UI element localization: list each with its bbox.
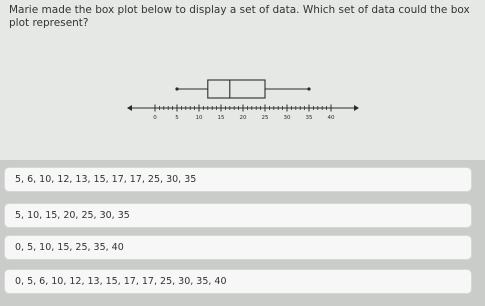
answer-option-2[interactable] [4,203,472,228]
tick-label: 5 [175,115,179,121]
maximum-point [307,87,310,90]
tick-label: 35 [305,115,313,121]
minimum-point [175,87,178,90]
interquartile-box [208,80,265,98]
tick-label: 0 [153,115,157,121]
box-plot [175,80,310,98]
answer-choices [0,162,485,306]
answer-option-1[interactable] [4,167,472,192]
right-arrow-icon [354,105,359,111]
question-text: Marie made the box plot below to display a set of data. Which set of data could the box plot represent? [9,4,470,29]
answer-option-2-label: 5, 10, 15, 20, 25, 30, 35 [15,210,130,221]
answer-option-4-label: 0, 5, 6, 10, 12, 13, 15, 17, 17, 25, 30, 35, 40 [15,276,227,287]
answer-option-4[interactable] [4,269,472,294]
tick-label: 40 [327,115,335,121]
tick-label: 30 [283,115,291,121]
answer-option-3[interactable] [4,235,472,260]
tick-label: 15 [217,115,225,121]
number-line [127,105,359,122]
answer-option-1-label: 5, 6, 10, 12, 13, 15, 17, 17, 25, 30, 35 [15,174,197,185]
answer-option-3-label: 0, 5, 10, 15, 25, 35, 40 [15,242,124,253]
tick-label: 10 [195,115,203,121]
left-arrow-icon [127,105,132,111]
tick-label: 25 [261,115,269,121]
tick-label: 20 [239,115,247,121]
